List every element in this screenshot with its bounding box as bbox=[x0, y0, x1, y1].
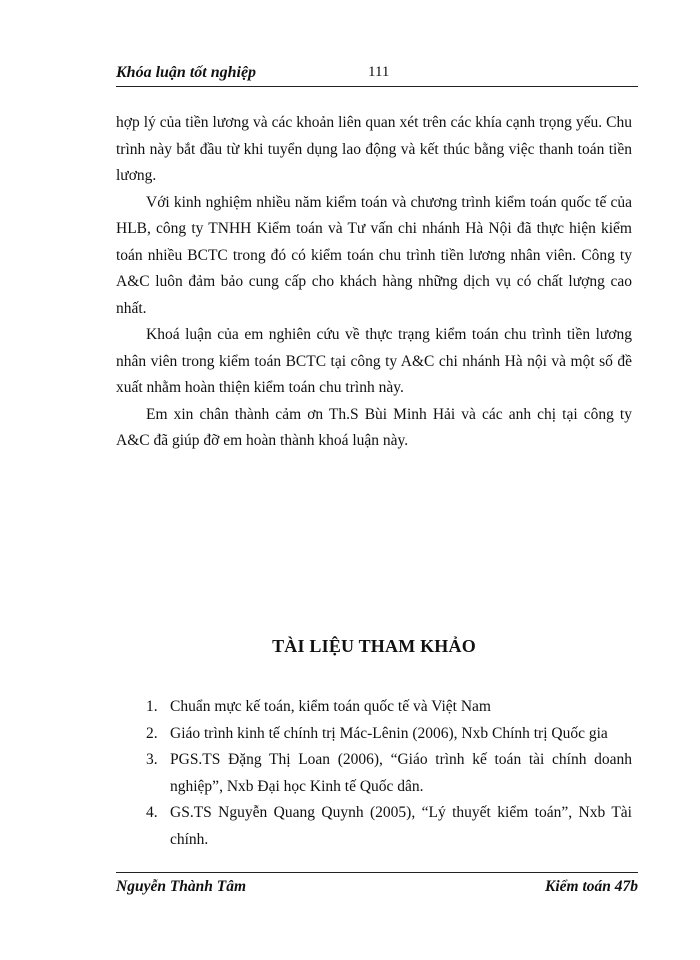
header-rule bbox=[116, 86, 638, 87]
page-header bbox=[116, 64, 638, 86]
paragraph: Khoá luận của em nghiên cứu về thực trạng kiểm toán chu trình tiền lương nhân viên trong kiểm toán BCTC tại công ty A&C chi nhánh Hà nội và một số đề xuất nhằm hoàn thiện kiểm toán chu trình này. bbox=[116, 326, 632, 396]
reference-number: 3. bbox=[146, 751, 158, 768]
reference-item bbox=[146, 721, 632, 748]
footer-department: Kiểm toán 47b bbox=[544, 878, 638, 895]
reference-item bbox=[146, 800, 632, 853]
reference-item bbox=[146, 747, 632, 800]
reference-number: 1. bbox=[146, 698, 158, 715]
paragraph: hợp lý của tiền lương và các khoản liên quan xét trên các khía cạnh trọng yếu. Chu trình này bắt đầu từ khi tuyển dụng lao động và kết thúc bằng việc thanh toán tiền lương. bbox=[116, 114, 632, 184]
header-title: Khóa luận tốt nghiệp bbox=[116, 64, 257, 81]
reference-number: 2. bbox=[146, 724, 158, 742]
footer-rule bbox=[116, 872, 638, 873]
paragraph: Em xin chân thành cảm ơn Th.S Bùi Minh Hải và các anh chị tại công ty A&C đã giúp đỡ em hoàn thành khoá luận này. bbox=[116, 405, 632, 449]
reference-item bbox=[146, 694, 632, 721]
reference-text: PGS.TS Đặng Thị Loan (2006), “Giáo trình kế toán tài chính doanh nghiệp”, Nxb Đại học Kinh tế Quốc dân. bbox=[170, 751, 632, 795]
paragraph: Với kinh nghiệm nhiều năm kiểm toán và chương trình kiểm toán quốc tế của HLB, công ty TNHH Kiểm toán và Tư vấn chi nhánh Hà Nội đã thực hiện kiểm toán nhiều BCTC trong đó có kiểm toán chu trình tiền lương nhân viên. Công ty A&C luôn đảm bảo cung cấp cho khách hàng những dịch vụ có chất lượng cao nhất. bbox=[116, 193, 632, 317]
references-list bbox=[146, 694, 632, 853]
reference-text: Giáo trình kinh tế chính trị Mác-Lênin (2006), Nxb Chính trị Quốc gia bbox=[170, 724, 608, 742]
reference-number: 4. bbox=[146, 804, 158, 821]
reference-text: Chuẩn mực kế toán, kiểm toán quốc tế và Việt Nam bbox=[170, 698, 491, 715]
reference-text: GS.TS Nguyễn Quang Quynh (2005), “Lý thuyết kiểm toán”, Nxb Tài chính. bbox=[170, 804, 632, 848]
page-footer bbox=[116, 878, 638, 900]
body-text bbox=[116, 110, 632, 455]
page-number: 111 bbox=[368, 64, 390, 80]
footer-author: Nguyễn Thành Tâm bbox=[116, 878, 247, 895]
references-title: TÀI LIỆU THAM KHẢO bbox=[272, 636, 476, 656]
